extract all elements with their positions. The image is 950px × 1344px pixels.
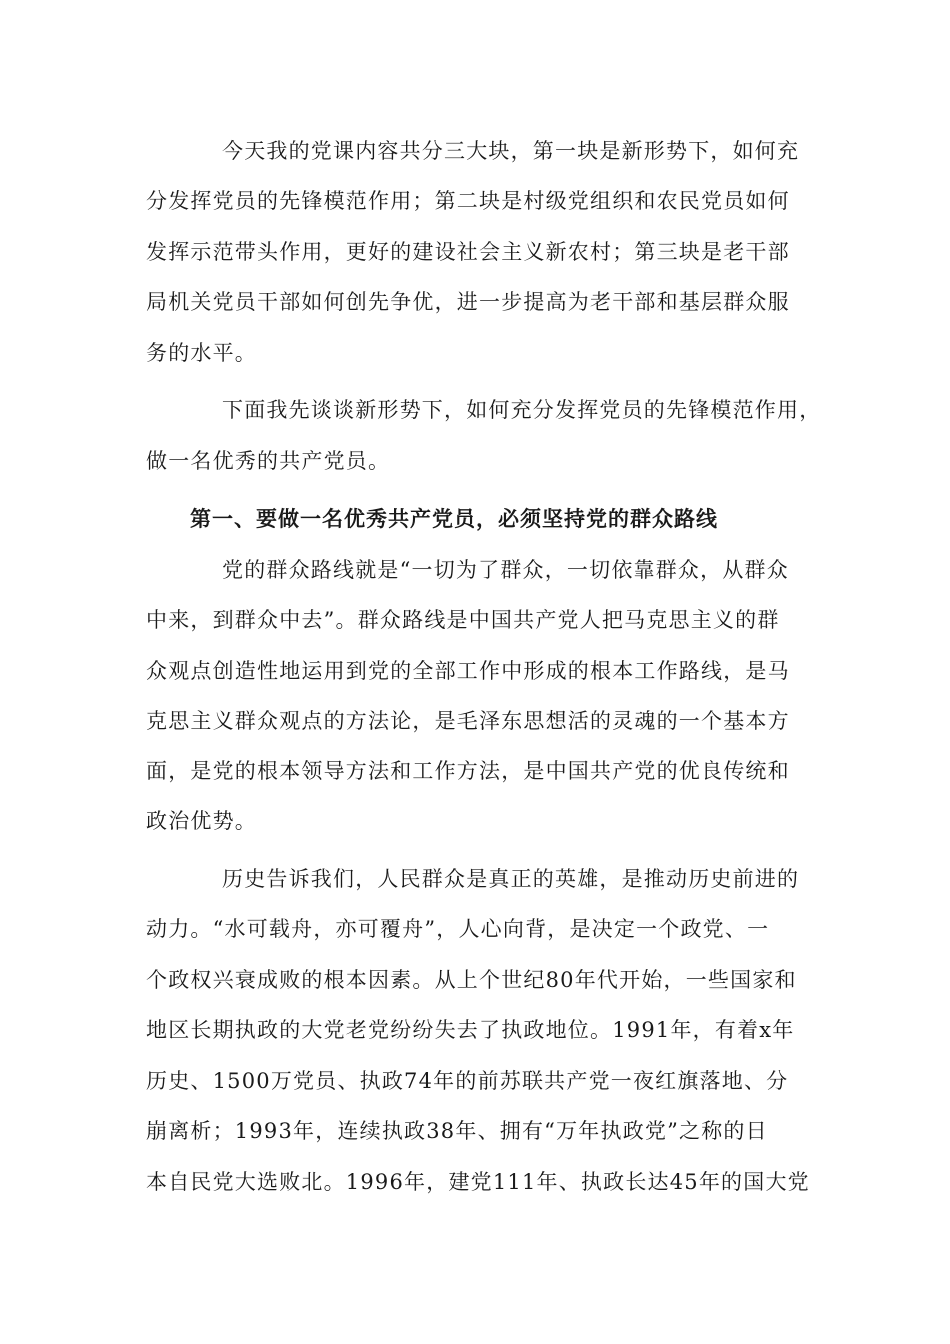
para4-line-1: 历史告诉我们，人民群众是真正的英雄，是推动历史前进的	[222, 867, 800, 891]
para1-line-4: 局机关党员干部如何创先争优，进一步提高为老干部和基层群众服	[146, 290, 790, 314]
para1-line-3: 发挥示范带头作用，更好的建设社会主义新农村；第三块是老干部	[146, 240, 790, 264]
para3-line-6: 政治优势。	[146, 809, 257, 833]
para3-line-1: 党的群众路线就是“一切为了群众，一切依靠群众，从群众	[222, 558, 789, 582]
para4-line-3: 个政权兴衰成败的根本因素。从上个世纪80年代开始，一些国家和	[146, 968, 797, 992]
section-heading-1: 第一、要做一名优秀共产党员，必须坚持党的群众路线	[190, 507, 718, 531]
para1-line-5: 务的水平。	[146, 341, 257, 365]
para4-line-2: 动力。“水可载舟，亦可覆舟”，人心向背，是决定一个政党、一	[146, 917, 770, 941]
para3-line-5: 面，是党的根本领导方法和工作方法，是中国共产党的优良传统和	[146, 759, 790, 783]
para4-line-4: 地区长期执政的大党老党纷纷失去了执政地位。1991年，有着x年	[146, 1018, 795, 1042]
para1-line-1: 今天我的党课内容共分三大块，第一块是新形势下，如何充	[222, 139, 800, 163]
para4-line-6: 崩离析；1993年，连续执政38年、拥有“万年执政党”之称的日	[146, 1119, 768, 1143]
para3-line-4: 克思主义群众观点的方法论，是毛泽东思想活的灵魂的一个基本方	[146, 709, 790, 733]
para2-line-1: 下面我先谈谈新形势下，如何充分发挥党员的先锋模范作用，	[222, 398, 822, 422]
para3-line-3: 众观点创造性地运用到党的全部工作中形成的根本工作路线，是马	[146, 659, 790, 683]
para1-line-2: 分发挥党员的先锋模范作用；第二块是村级党组织和农民党员如何	[146, 189, 790, 213]
para2-line-2: 做一名优秀的共产党员。	[146, 449, 391, 473]
para3-line-2: 中来，到群众中去”。群众路线是中国共产党人把马克思主义的群	[146, 608, 780, 632]
para4-line-5: 历史、1500万党员、执政74年的前苏联共产党一夜红旗落地、分	[146, 1069, 789, 1093]
para4-line-7: 本自民党大选败北。1996年，建党111年、执政长达45年的国大党	[146, 1170, 810, 1194]
